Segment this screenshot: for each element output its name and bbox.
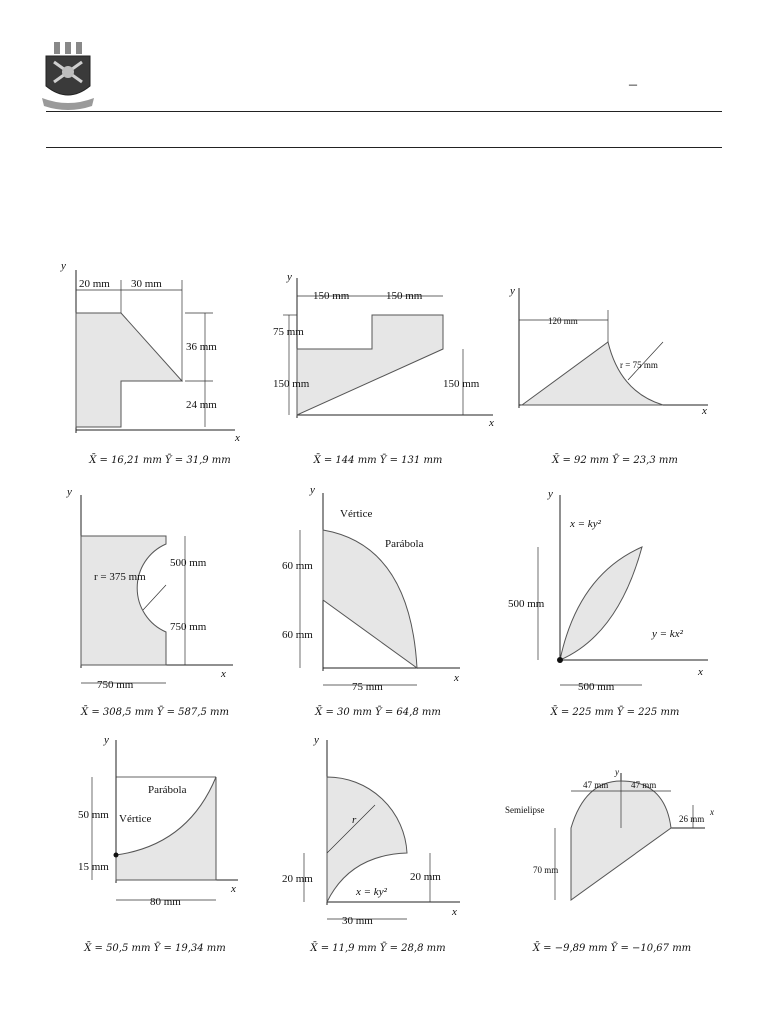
- dim-label: 750 mm: [97, 679, 134, 691]
- figure-shape: [62, 66, 74, 78]
- dim-label: y = kx²: [652, 628, 683, 640]
- y-axis-label: y: [615, 767, 619, 777]
- caption-figure-8: X̄ = 11,9 mm Ȳ = 28,8 mm: [310, 943, 446, 954]
- x-axis-label: x: [221, 668, 226, 680]
- y-axis-label: y: [287, 271, 292, 283]
- caption-figure-2: X̄ = 144 mm Ȳ = 131 mm: [313, 455, 443, 466]
- dim-label: Parábola: [148, 784, 187, 796]
- figure-shape: [560, 547, 642, 660]
- dim-label: 30 mm: [342, 915, 373, 927]
- figure-2: [273, 270, 503, 435]
- dim-label: 50 mm: [78, 809, 109, 821]
- caption-figure-1: X̄ = 16,21 mm Ȳ = 31,9 mm: [89, 455, 231, 466]
- header-rule-top: [46, 111, 722, 112]
- dim-label: r: [352, 814, 357, 826]
- y-axis-label: y: [314, 734, 319, 746]
- dim-label: 47 mm: [631, 780, 657, 790]
- dim-label: 75 mm: [273, 326, 304, 338]
- dim-label: 500 mm: [170, 557, 207, 569]
- dim-label: 24 mm: [186, 399, 217, 411]
- figure-shape: [323, 530, 417, 668]
- dim-label: 70 mm: [533, 865, 559, 875]
- dim-label: 120 mm: [548, 316, 578, 326]
- dim-label: 75 mm: [352, 681, 383, 693]
- x-axis-label: x: [452, 906, 457, 918]
- dim-label: 500 mm: [508, 598, 545, 610]
- dim-label: 20 mm: [282, 873, 313, 885]
- figure-shape: [42, 98, 94, 110]
- x-axis-label: x: [231, 883, 236, 895]
- caption-figure-7: X̄ = 50,5 mm Ȳ = 19,34 mm: [84, 943, 226, 954]
- x-axis-label: x: [698, 666, 703, 678]
- figure-shape: [81, 536, 166, 665]
- dim-label: 60 mm: [282, 560, 313, 572]
- dim-label: Vértice: [340, 508, 373, 520]
- dim-label: r = 375 mm: [94, 571, 146, 583]
- dim-label: 30 mm: [131, 278, 162, 290]
- figure-shape: [522, 342, 663, 405]
- caption-figure-9: X̄ = −9,89 mm Ȳ = −10,67 mm: [532, 943, 692, 954]
- dim-label: 20 mm: [410, 871, 441, 883]
- caption-figure-4: X̄ = 308,5 mm Ȳ = 587,5 mm: [81, 707, 229, 718]
- y-axis-label: y: [61, 260, 66, 272]
- figure-shape: [557, 657, 563, 663]
- figure-shape: [297, 315, 443, 415]
- dim-label: 26 mm: [679, 814, 705, 824]
- dim-label: x = ky²: [570, 518, 601, 530]
- dim-label: 80 mm: [150, 896, 181, 908]
- dim-label: Vértice: [119, 813, 152, 825]
- x-axis-label: x: [489, 417, 494, 429]
- figure-6: [508, 485, 718, 695]
- figure-4: [63, 485, 263, 695]
- dim-label: r = 75 mm: [620, 360, 658, 370]
- dim-label: 60 mm: [282, 629, 313, 641]
- dim-label: 150 mm: [386, 290, 423, 302]
- dim-label: Parábola: [385, 538, 424, 550]
- dim-label: x = ky²: [356, 886, 387, 898]
- figure-shape: [327, 777, 407, 902]
- dim-label: 150 mm: [443, 378, 480, 390]
- header-dash: –: [629, 76, 637, 93]
- figure-9: [505, 765, 720, 910]
- y-axis-label: y: [548, 488, 553, 500]
- dim-label: 150 mm: [273, 378, 310, 390]
- university-crest-logo: [40, 42, 96, 110]
- caption-figure-3: X̄ = 92 mm Ȳ = 23,3 mm: [552, 455, 678, 466]
- dim-label: 36 mm: [186, 341, 217, 353]
- figure-3: [508, 280, 718, 425]
- dim-label: 750 mm: [170, 621, 207, 633]
- x-axis-label: x: [235, 432, 240, 444]
- x-axis-label: x: [702, 405, 707, 417]
- y-axis-label: y: [104, 734, 109, 746]
- figure-1: [55, 255, 255, 445]
- x-axis-label: x: [710, 807, 714, 817]
- y-axis-label: y: [310, 484, 315, 496]
- dim-label: 47 mm: [583, 780, 609, 790]
- y-axis-label: y: [67, 486, 72, 498]
- figure-8: [280, 735, 470, 930]
- y-axis-label: y: [510, 285, 515, 297]
- x-axis-label: x: [454, 672, 459, 684]
- dim-label: 500 mm: [578, 681, 615, 693]
- figure-shape: [76, 313, 182, 427]
- caption-figure-6: X̄ = 225 mm Ȳ = 225 mm: [550, 707, 680, 718]
- figure-7: [78, 735, 248, 915]
- dim-label: 15 mm: [78, 861, 109, 873]
- caption-figure-5: X̄ = 30 mm Ȳ = 64,8 mm: [315, 707, 441, 718]
- dim-label: Semielipse: [505, 805, 545, 815]
- figure-5: [280, 485, 480, 695]
- dim-label: 150 mm: [313, 290, 350, 302]
- dim-label: 20 mm: [79, 278, 110, 290]
- figure-shape: [114, 853, 119, 858]
- dimension-line: [143, 585, 166, 610]
- header-rule-bottom: [46, 147, 722, 148]
